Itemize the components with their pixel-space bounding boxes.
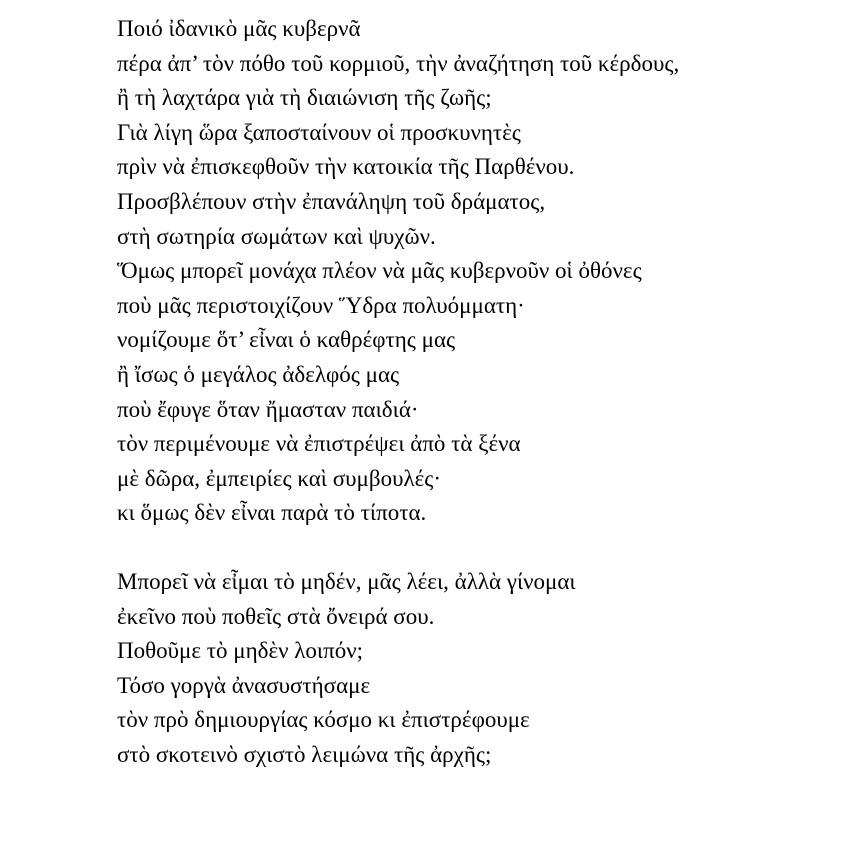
stanza-2 xyxy=(117,565,842,773)
poem-text xyxy=(117,12,842,772)
poem-line: κι ὅμως δὲν εἶναι παρὰ τὸ τίποτα. xyxy=(117,500,427,526)
poem-line: Τόσο γοργὰ ἀνασυστήσαμε xyxy=(117,672,371,698)
stanza-1 xyxy=(117,12,842,531)
poem-line: στὴ σωτηρία σωμάτων καὶ ψυχῶν. xyxy=(117,223,436,249)
poem-line: πέρα ἀπ’ τὸν πόθο τοῦ κορμιοῦ, τὴν ἀναζήτηση τοῦ κέρδους, xyxy=(117,50,680,76)
poem-line: Ὅμως μπορεῖ μονάχα πλέον νὰ μᾶς κυβερνοῦν οἱ ὀθόνες xyxy=(117,258,642,284)
poem-line: στὸ σκοτεινὸ σχιστὸ λειμώνα τῆς ἀρχῆς; xyxy=(117,741,492,767)
poem-line: τὸν περιμένουμε νὰ ἐπιστρέψει ἀπὸ τὰ ξένα xyxy=(117,431,521,457)
poem-line: Ποιό ἰδανικὸ μᾶς κυβερνᾶ xyxy=(117,16,361,41)
poem-line: Μπορεῖ νὰ εἶμαι τὸ μηδέν, μᾶς λέει, ἀλλὰ γίνομαι xyxy=(117,568,576,594)
poem-line: ἢ τὴ λαχτάρα γιὰ τὴ διαιώνιση τῆς ζωῆς; xyxy=(117,85,492,111)
poem-line: ἢ ἴσως ὁ μεγάλος ἀδελφός μας xyxy=(117,361,400,387)
poem-line: ἐκεῖνο ποὺ ποθεῖς στὰ ὄνειρά σου. xyxy=(117,603,435,629)
poem-line: μὲ δῶρα, ἐμπειρίες καὶ συμβουλές· xyxy=(117,465,442,491)
poem-line: τὸν πρὸ δημιουργίας κόσμο κι ἐπιστρέφουμε xyxy=(117,707,530,733)
poem-line: πρὶν νὰ ἐπισκεφθοῦν τὴν κατοικία τῆς Παρθένου. xyxy=(117,154,575,180)
poem-line: νομίζουμε ὅτ’ εἶναι ὁ καθρέφτης μας xyxy=(117,327,456,353)
stanza-break xyxy=(117,531,842,565)
poem-line: ποὺ μᾶς περιστοιχίζουν Ὕδρα πολυόμματη· xyxy=(117,292,525,318)
poem-line: Ποθοῦμε τὸ μηδὲν λοιπόν; xyxy=(117,638,363,664)
poem-line: ποὺ ἔφυγε ὅταν ἤμασταν παιδιά· xyxy=(117,396,419,422)
poem-line: Γιὰ λίγη ὥρα ξαποσταίνουν οἱ προσκυνητὲς xyxy=(117,119,521,145)
poem-line: Προσβλέπουν στὴν ἐπανάληψη τοῦ δράματος, xyxy=(117,188,546,214)
